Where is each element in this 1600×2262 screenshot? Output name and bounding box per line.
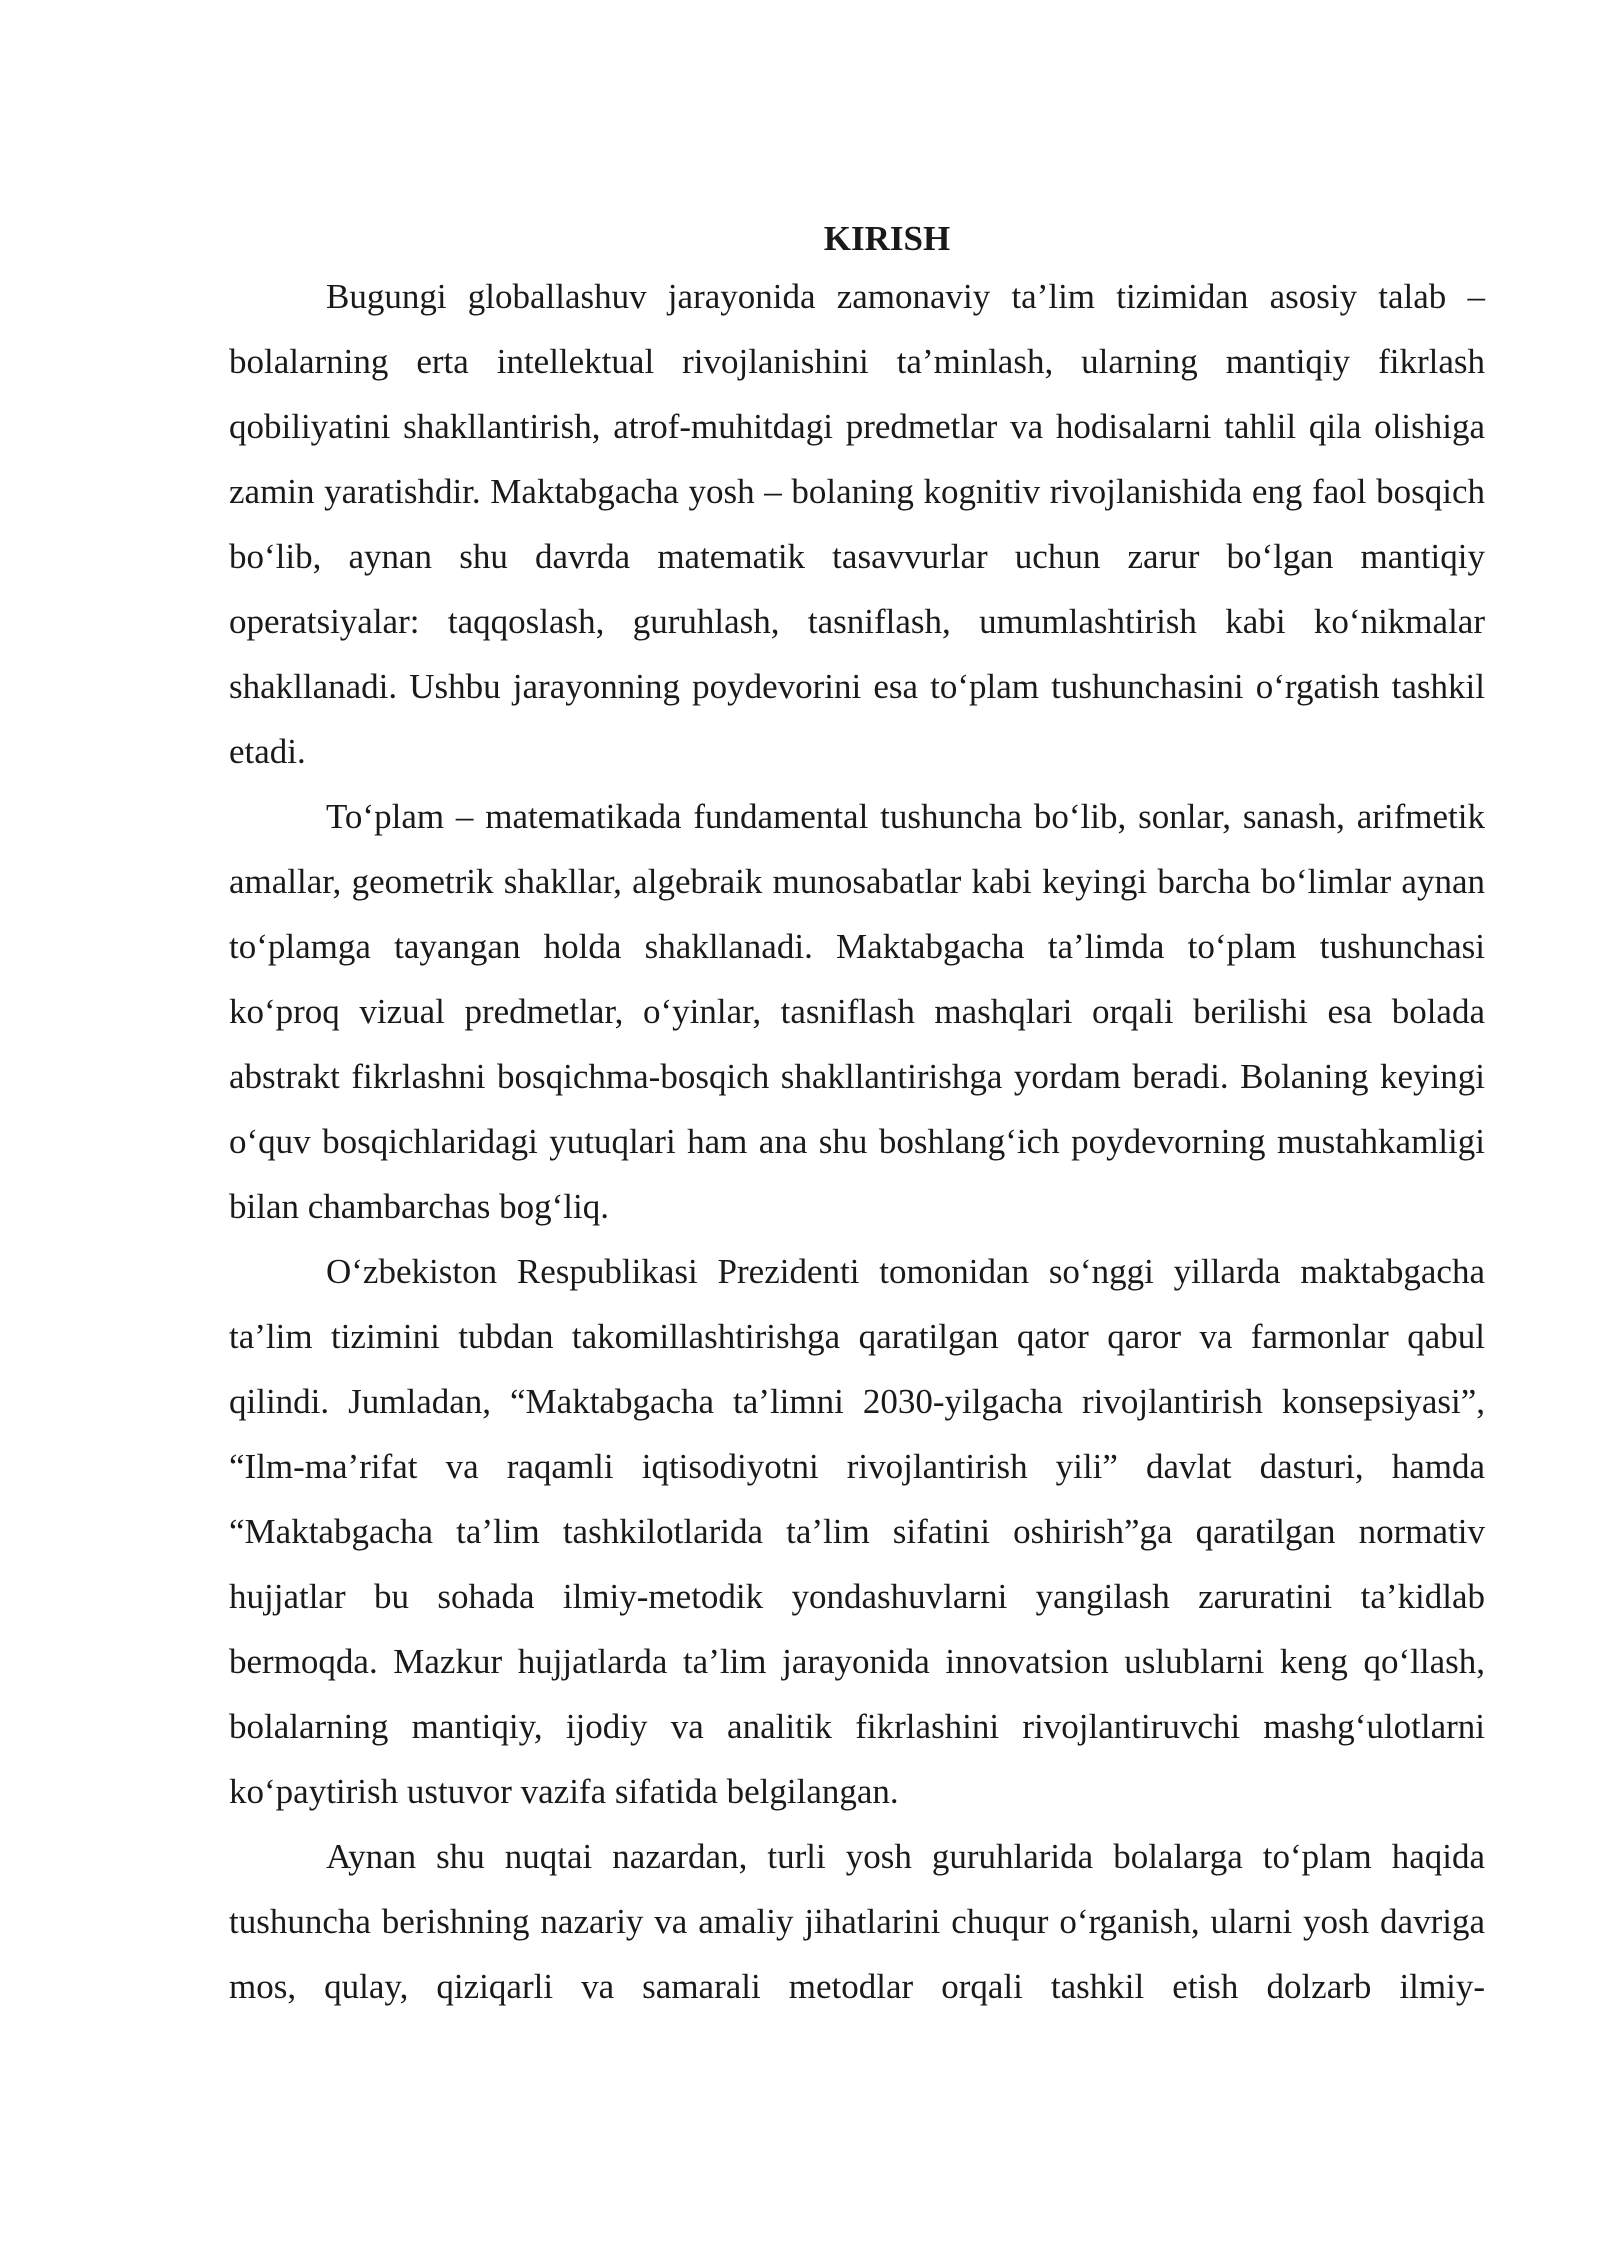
document-body xyxy=(229,214,1485,2019)
paragraph-2: To‘plam – matematikada fundamental tushuncha bo‘lib, sonlar, sanash, arifmetik amallar, geometrik shakllar, algebraik munosabatlar kabi keyingi barcha bo‘limlar aynan to‘plamga tayangan holda shakllanadi. Maktabgacha ta’limda to‘plam tushunchasi ko‘proq vizual predmetlar, o‘yinlar, tasniflash mashqlari orqali berilishi esa bolada abstrakt fikrlashni bosqichma-bosqich shakllantirishga yordam beradi. Bolaning keyingi o‘quv bosqichlaridagi yutuqlari ham ana shu boshlang‘ich poydevorning mustahkamligi bilan chambarchas bog‘liq. xyxy=(229,797,1485,1226)
paragraph-1: Bugungi globallashuv jarayonida zamonaviy ta’lim tizimidan asosiy talab – bolalarning erta intellektual rivojlanishini ta’minlash, ularning mantiqiy fikrlash qobiliyatini shakllantirish, atrof-muhitdagi predmetlar va hodisalarni tahlil qila olishiga zamin yaratishdir. Maktabgacha yosh – bolaning kognitiv rivojlanishida eng faol bosqich bo‘lib, aynan shu davrda matematik tasavvurlar uchun zarur bo‘lgan mantiqiy operatsiyalar: taqqoslash, guruhlash, tasniflash, umumlashtirish kabi ko‘nikmalar shakllanadi. Ushbu jarayonning poydevorini esa to‘plam tushunchasini o‘rgatish tashkil etadi. xyxy=(229,277,1485,771)
paragraph-4: Aynan shu nuqtai nazardan, turli yosh guruhlarida bolalarga to‘plam haqida tushuncha berishning nazariy va amaliy jihatlarini chuqur o‘rganish, ularni yosh davriga mos, qulay, qiziqarli va samarali metodlar orqali tashkil etish dolzarb ilmiy- xyxy=(229,1837,1485,2006)
paragraph-3: O‘zbekiston Respublikasi Prezidenti tomonidan so‘nggi yillarda maktabgacha ta’lim tizimini tubdan takomillashtirishga qaratilgan qator qaror va farmonlar qabul qilindi. Jumladan, “Maktabgacha ta’limni 2030-yilgacha rivojlantirish konsepsiyasi”, “Ilm-ma’rifat va raqamli iqtisodiyotni rivojlantirish yili” davlat dasturi, hamda “Maktabgacha ta’lim tashkilotlarida ta’lim sifatini oshirish”ga qaratilgan normativ hujjatlar bu sohada ilmiy-metodik yondashuvlarni yangilash zaruratini ta’kidlab bermoqda. Mazkur hujjatlarda ta’lim jarayonida innovatsion uslublarni keng qo‘llash, bolalarning mantiqiy, ijodiy va analitik fikrlashini rivojlantiruvchi mashg‘ulotlarni ko‘paytirish ustuvor vazifa sifatida belgilangan. xyxy=(229,1252,1485,1811)
page-title: KIRISH xyxy=(823,219,951,258)
